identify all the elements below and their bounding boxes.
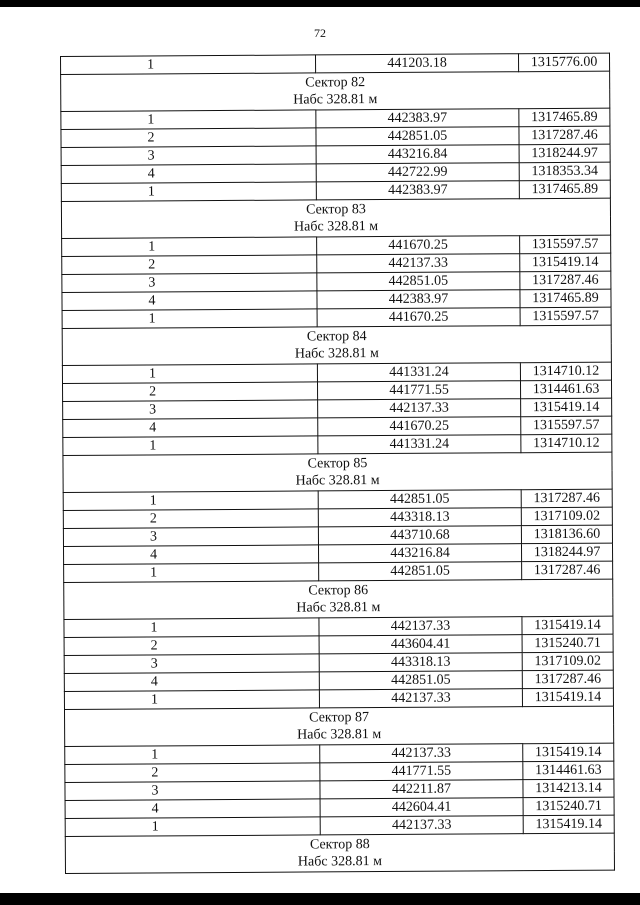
- point-number: 1: [65, 745, 320, 765]
- x-coordinate: 442851.05: [316, 127, 519, 146]
- y-coordinate: 1317287.46: [521, 489, 612, 508]
- y-coordinate: 1314461.63: [520, 380, 611, 399]
- point-number: 4: [62, 291, 317, 311]
- y-coordinate: 1318244.97: [519, 144, 610, 163]
- x-coordinate: 443710.68: [318, 526, 521, 545]
- x-coordinate: 442851.05: [317, 272, 520, 291]
- point-number: 4: [64, 672, 319, 692]
- scan-bottom-edge: [0, 893, 640, 905]
- y-coordinate: 1315776.00: [518, 53, 609, 72]
- x-coordinate: 442851.05: [318, 490, 521, 509]
- sector-height: Набс 328.81 м: [62, 217, 611, 239]
- point-number: 2: [61, 128, 316, 148]
- point-number: 4: [63, 418, 318, 438]
- sector-title: Сектор 87: [64, 706, 613, 728]
- page-number: 72: [314, 26, 326, 40]
- point-number: 2: [62, 255, 317, 275]
- x-coordinate: 442137.33: [319, 689, 522, 708]
- point-number: 3: [65, 781, 320, 801]
- sector-height-row: [65, 852, 614, 874]
- point-number: 1: [62, 237, 317, 257]
- x-coordinate: 442851.05: [319, 562, 522, 581]
- x-coordinate: 443318.13: [318, 508, 521, 527]
- y-coordinate: 1314213.14: [523, 779, 614, 798]
- y-coordinate: 1315240.71: [523, 797, 614, 816]
- y-coordinate: 1318136.60: [521, 525, 612, 544]
- y-coordinate: 1318353.34: [519, 162, 610, 181]
- point-number: 2: [63, 509, 318, 529]
- x-coordinate: 443604.41: [319, 635, 522, 654]
- point-number: 1: [64, 618, 319, 638]
- sector-height: Набс 328.81 м: [61, 90, 610, 112]
- x-coordinate: 441203.18: [315, 54, 518, 73]
- point-number: 4: [65, 799, 320, 819]
- x-coordinate: 442383.97: [316, 181, 519, 200]
- point-number: 3: [64, 654, 319, 674]
- sector-height: Набс 328.81 м: [65, 852, 614, 874]
- point-number: 1: [61, 110, 316, 130]
- y-coordinate: 1317287.46: [519, 126, 610, 145]
- x-coordinate: 442137.33: [317, 254, 520, 273]
- sector-title: Сектор 83: [61, 198, 610, 220]
- point-number: 1: [65, 817, 320, 837]
- x-coordinate: 442137.33: [319, 617, 522, 636]
- x-coordinate: 443216.84: [316, 145, 519, 164]
- sector-coordinates-table: [60, 53, 615, 874]
- y-coordinate: 1314710.12: [520, 362, 611, 381]
- x-coordinate: 441670.25: [317, 308, 520, 327]
- point-number: 1: [64, 563, 319, 583]
- point-number: 2: [65, 763, 320, 783]
- x-coordinate: 443318.13: [319, 653, 522, 672]
- y-coordinate: 1317109.02: [521, 507, 612, 526]
- sector-title: Сектор 84: [62, 325, 611, 347]
- point-number: 4: [63, 545, 318, 565]
- point-number: 1: [62, 364, 317, 384]
- sector-title: Сектор 82: [61, 71, 610, 93]
- y-coordinate: 1317287.46: [522, 561, 613, 580]
- x-coordinate: 442383.97: [317, 290, 520, 309]
- point-number: 4: [61, 164, 316, 184]
- y-coordinate: 1317287.46: [520, 271, 611, 290]
- sector-height: Набс 328.81 м: [62, 344, 611, 366]
- coordinates-document: [60, 53, 615, 874]
- point-number: 2: [64, 636, 319, 656]
- y-coordinate: 1314710.12: [521, 434, 612, 453]
- y-coordinate: 1315597.57: [520, 235, 611, 254]
- x-coordinate: 441331.24: [317, 363, 520, 382]
- point-number: 1: [61, 182, 316, 202]
- x-coordinate: 442722.99: [316, 163, 519, 182]
- x-coordinate: 442211.87: [320, 780, 523, 799]
- y-coordinate: 1315419.14: [522, 688, 613, 707]
- sector-height: Набс 328.81 м: [63, 471, 612, 493]
- sector-height: Набс 328.81 м: [64, 598, 613, 620]
- x-coordinate: 441771.55: [317, 381, 520, 400]
- y-coordinate: 1317287.46: [522, 670, 613, 689]
- y-coordinate: 1314461.63: [523, 761, 614, 780]
- x-coordinate: 441771.55: [320, 762, 523, 781]
- point-number: 1: [61, 55, 316, 75]
- x-coordinate: 442851.05: [319, 671, 522, 690]
- x-coordinate: 442137.33: [318, 399, 521, 418]
- point-number: 2: [63, 382, 318, 402]
- point-number: 3: [61, 146, 316, 166]
- point-number: 1: [63, 436, 318, 456]
- y-coordinate: 1317465.89: [519, 108, 610, 127]
- y-coordinate: 1317465.89: [519, 180, 610, 199]
- scan-top-edge: [0, 0, 640, 7]
- y-coordinate: 1318244.97: [521, 543, 612, 562]
- y-coordinate: 1315419.14: [523, 815, 614, 834]
- point-number: 1: [63, 491, 318, 511]
- point-number: 3: [63, 400, 318, 420]
- y-coordinate: 1315419.14: [522, 616, 613, 635]
- point-number: 1: [62, 309, 317, 329]
- y-coordinate: 1315597.57: [520, 307, 611, 326]
- y-coordinate: 1315597.57: [521, 416, 612, 435]
- point-number: 3: [63, 527, 318, 547]
- x-coordinate: 442137.33: [320, 744, 523, 763]
- point-number: 3: [62, 273, 317, 293]
- x-coordinate: 441670.25: [318, 417, 521, 436]
- x-coordinate: 443216.84: [318, 544, 521, 563]
- x-coordinate: 442137.33: [320, 816, 523, 835]
- y-coordinate: 1315419.14: [520, 253, 611, 272]
- sector-title: Сектор 88: [65, 833, 614, 855]
- y-coordinate: 1317109.02: [522, 652, 613, 671]
- y-coordinate: 1315240.71: [522, 634, 613, 653]
- sector-height: Набс 328.81 м: [65, 725, 614, 747]
- sector-title: Сектор 85: [63, 452, 612, 474]
- sector-title: Сектор 86: [64, 579, 613, 601]
- x-coordinate: 441331.24: [318, 435, 521, 454]
- table-body: [61, 53, 615, 873]
- y-coordinate: 1315419.14: [523, 743, 614, 762]
- y-coordinate: 1315419.14: [521, 398, 612, 417]
- point-number: 1: [64, 690, 319, 710]
- x-coordinate: 442604.41: [320, 798, 523, 817]
- x-coordinate: 442383.97: [316, 109, 519, 128]
- x-coordinate: 441670.25: [317, 236, 520, 255]
- y-coordinate: 1317465.89: [520, 289, 611, 308]
